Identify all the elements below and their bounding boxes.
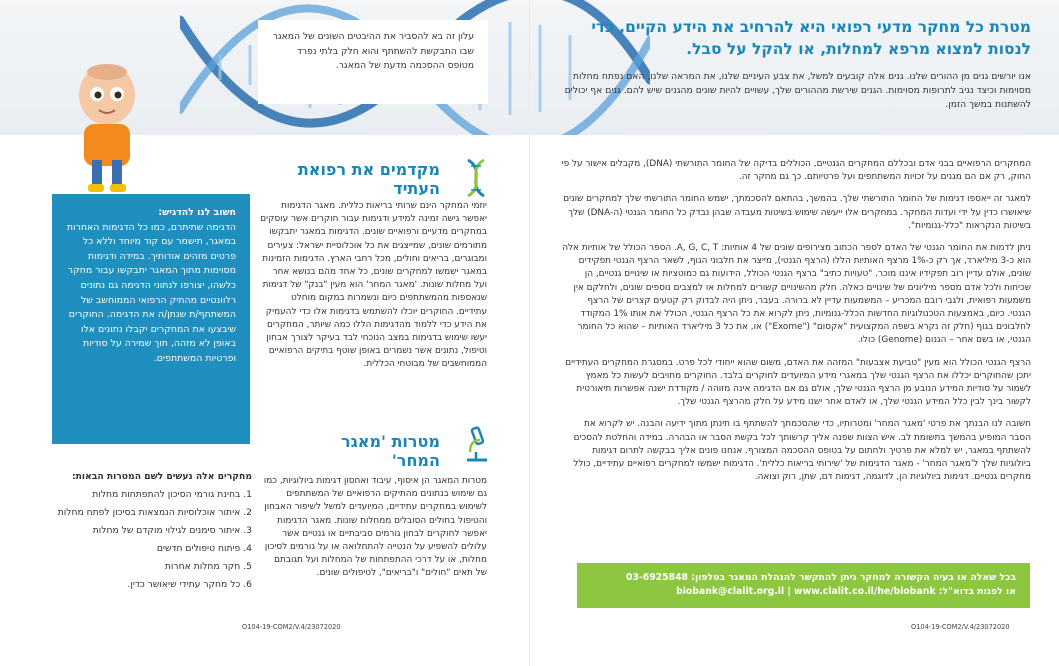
list-item: 4. פיתוח טיפולים חדשים bbox=[156, 543, 252, 554]
section-heading-future-medicine: מקדמים את רפואת העתיד bbox=[297, 160, 440, 198]
important-notice-box bbox=[52, 194, 250, 444]
contact-bar bbox=[577, 563, 1030, 608]
notice-heading: חשוב לנו להדגיש: bbox=[158, 207, 236, 218]
dna-helix-icon bbox=[462, 158, 490, 198]
section-heading-goals: מטרות 'מאגר המחר' bbox=[341, 432, 440, 470]
note-box: עלון זה בא להסביר את ההיבטים השונים של המאגר שבו התבקשת להשתתף והוא חלק בלתי נפרד מטופס ההסכמה מדעת של המאגר. bbox=[258, 20, 488, 104]
list-item: 2. איתור אוכלוסיות הנמצאות בסיכון לפתח מחלות bbox=[57, 507, 252, 518]
list-item: 3. איתור סימנים לגילוי מוקדם של מחלות bbox=[92, 525, 252, 536]
paragraph: ניתן לדמות את החומר הגנטי של האדם לספר הכתוב מצירופים שונים של 4 אותיות: A, G, C, T. הספר הכולל של אותיות אלה הוא כ-3 מיליארד, אך רק כ-1% מרצף האותיות הללו (הרצף הגנטי), מייצר את חלבוני הגוף, לשאר הרצף הגנטי תפקידים שונים, אולם עדיין רוב תפקידיו איננו מוכר. "טעויות כתיב" ברצף הגנטי הכולל, הידועות גם כמוטציות או שינויים גנטיים, הן שכיחות ולכל אדם מספר מיליונים של שינויים כאלה. חלק מהשינויים קשורים למחלות או למצבים נוספים שונים, ולחלקם אין משמעות רפואית, ולגבי רובם המכריע – המשמעות עדיין לא ברורה. בעבר, ניתן היה לבדוק רק קטעים קצרים של הרצף הגנטי. כיום, באמצעות הטכנולוגיות החדשות הכלל-גנומיות, ניתן לקרוא את כל הרצף הגנטי, הכולל את אותו 1% המקודד לחלבונים בגוף (חלק זה נקרא בשפה המקצועית "אקסום" ("Exome") או, את כל 3 מיליארד האותיות – שהוא כל החומר הגנטי, או בשם אחר – הגנום (Genome) כולו. bbox=[562, 243, 1031, 346]
section-text-future-medicine: יוזמי המחקר הינם שרותי בריאות כללית. מאגר הדגימות יאפשר גישה זמינה למידע ודגימות עבור חוקרים אשר עוסקים במחקרים מדעיים ורפואיים שונים. הדגימות במאגר יתבקשו מתורמים שונים, שמייצגים את כל אוכלוסיית ישראל: צעירים ומבוגרים, בריאים וחולים, מכל רחבי הארץ. הדגימות הזמינות במאגר ישמשו למחקרים שונים, כל אחד מהם בנושא אחר ועל מחלות שונות. 'מאגר המחר' הוא מעין "בנק" של דגימות שנאספות מהמשתתפים כיום ונשמרות במקום מוחלט עתידיים. החוקרים יוכלו להשתמש בדגימות אלו כדי להעמיק את הידע כדי ללמוד מהדגימות הללו כמה שיותר, המחקרים יעשו שימוש בדגימות במצב הנוכחי לבד בעיקר לצורך אבחון וטיפול, נתונים אשר נשמרים באופן שוטף בתיקים הרפואיים הממוחשבים של מבוטחי הכללית. bbox=[260, 201, 487, 370]
document-code: O104-19-COM2/V.4/23072020 bbox=[911, 623, 1010, 631]
page-title: מטרת כל מחקר מדעי רפואי היא להרחיב את הידע הקיים, כדי לנסות למצוא מרפא למחלות, או להקל על סבל. bbox=[591, 18, 1031, 58]
right-column-text bbox=[561, 158, 1031, 493]
notice-text: הדגימה שתיתרם, כמו כל הדגימות האחרות במאגר, תישמר עם קוד מיוחד וללא כל פרטים מזהים אודותיך. במידה ודגימות מסוימות מתוך המאגר יתבקשו עבור מחקר כלשהו, יצורפו לנתוני הדגימה גם נתונים רלוונטיים מהתיק הרפואי הממוחשב של המשתתף/ת שנתן/ה את הדגימה. החוקרים שיבצעו את המחקרים יקבלו נתונים אלו באופן לא מזהה, תוך שמירה על סודיות ופרטיות המשתתפים. bbox=[66, 221, 236, 364]
section-text-goals: מטרות המאגר הן איסוף, עיבוד ואחסון דגימות ביולוגיות, כמו גם שימוש בנתונים מהתיקים הרפואיים של המשתתפים לשימוש במחקרים עתידיים, המיועדים למשל לשיפור האבחון והטיפול בחולים הסובלים ממחלות שונות. מאגר הדגימות יאפשר לחוקרים לבחון גורמים סביבתיים או גנטיים אשר עלולים להשפיע על הנטייה להתחלואה או על גורמים לסיכון מחלות, או על דרכי ההתפתחות של המחלות ועל תגובתם של תאים "חולים" ו"בריאים", לטיפולים שונים. bbox=[263, 476, 487, 579]
list-item: 5. חקר מחלות אחרות bbox=[164, 561, 252, 572]
intro-paragraph: אנו יורשים גנים מן ההורים שלנו. גנים אלה קובעים למשל, את צבע העיניים שלנו, את המראה שלנו, האם נפתח מחלות מסוימות וכיצד נגיב לתרופות מסוימות. הגנים שירשת מההורים שלך, עשויים להיות שונים מהגנים שיש להם. גנים אף יכולים להשתנות במשך הזמן. bbox=[564, 71, 1031, 110]
list-item: 6. כל מחקר עתידי שיאושר כדין. bbox=[127, 579, 252, 590]
contact-email-line[interactable]: או לפנות בדוא"ל: biobank@clalit.org.il | www.clalit.co.il/he/biobank bbox=[676, 586, 1016, 597]
contact-phone-line: בכל שאלה או בעיה הקשורה למחקר ניתן להתקשר להנהלת המאגר בטלפון: 03-6925848 bbox=[625, 572, 1016, 583]
paragraph: הרצף הגנטי הכולל הוא מעין "טביעת אצבעות" המזהה את האדם, משום שהוא ייחודי לכל פרט. במסגרת המחקרים העתידיים יתכן שהחוקרים יכללו את הרצף הגנטי שלך במאגרי מידע המיועדים לחוקרים בלבד. החוקרים מחויבים לעשות כל מאמץ לשמור על סודיות המידע הנובע מן הרצף הגנטי שלך, אולם גם אם הדגימה אינה מזוהה / מקודדת ישנה אפשרות תיאורטית לקשור בינך לבין כלל המידע הגנטי שלך, או לאדם אחר ישנו מידע על חלק מהרצף הגנטי שלך. bbox=[565, 357, 1031, 408]
paragraph: המחקרים הרפואיים בבני אדם ובכללם המחקרים הגנטיים, הכוללים בדיקה של החומר התורשתי (DNA), מקבלים אישור על פי החוק, רק אם הם מגנים על זכויות המשתתפים ועל פרטיותם. כך גם מחקר זה. bbox=[561, 159, 1031, 183]
paragraph: למאגר זה ייאספו דגימות של החומר התורשתי שלך. בהמשך, בהתאם להסכמתך, ישמש החומר התורשתי שלך למחקרים שונים שיאושרו כדין על ידי ועדות המחקר. במחקרים אלו ייעשה שימוש בשיטות מעבדה שבהן נבדק כל החומר הגנטי (ה-DNA) שלך בשיטות הנקראות "כלל-גנומיות". bbox=[563, 194, 1031, 231]
goals-heading: מחקרים אלה נעשים לשם המטרות הבאות: bbox=[71, 471, 252, 482]
list-item: 1. בחינת גורמי הסיכון להתפתחות מחלות bbox=[92, 489, 252, 500]
document-code: O104-19-COM2/V.4/23072020 bbox=[242, 623, 341, 631]
research-goals-list bbox=[52, 470, 252, 594]
page-gutter bbox=[529, 0, 530, 666]
microscope-icon bbox=[464, 426, 490, 464]
paragraph: חשובה לנו הבנתך את פרטי 'מאגר המחר' ומטרותיו, כדי שהסכמתך להשתתף בו תינתן מתוך ידיעה והבנה. יש לקרוא את הסבר המופיע בהמשך בתשומת לב. איש הצוות שפנה אליך קרשותך לכל בקשת הסבר או הבהרה. במידה והחלטת להסכים להשתתף במאגר, יש למלא את פרטיך ולחתום על בטופס ההסכמה המצורף. אנחנו פונים אליך בבקשה לתרום דגימות ביולוגיות שלך ל'מאגר המחר' - מאגר הדגימות של 'שירותי בריאות כללית'. הדגימות ישמשו למחקרים רפואיים עתידיים, כולל מחקרים גנטיים. דגימות ביולוגיות הן, לדוגמה, דגימות דם, שתן, רוק וצואה. bbox=[573, 419, 1031, 483]
child-mascot-illustration bbox=[62, 60, 152, 200]
